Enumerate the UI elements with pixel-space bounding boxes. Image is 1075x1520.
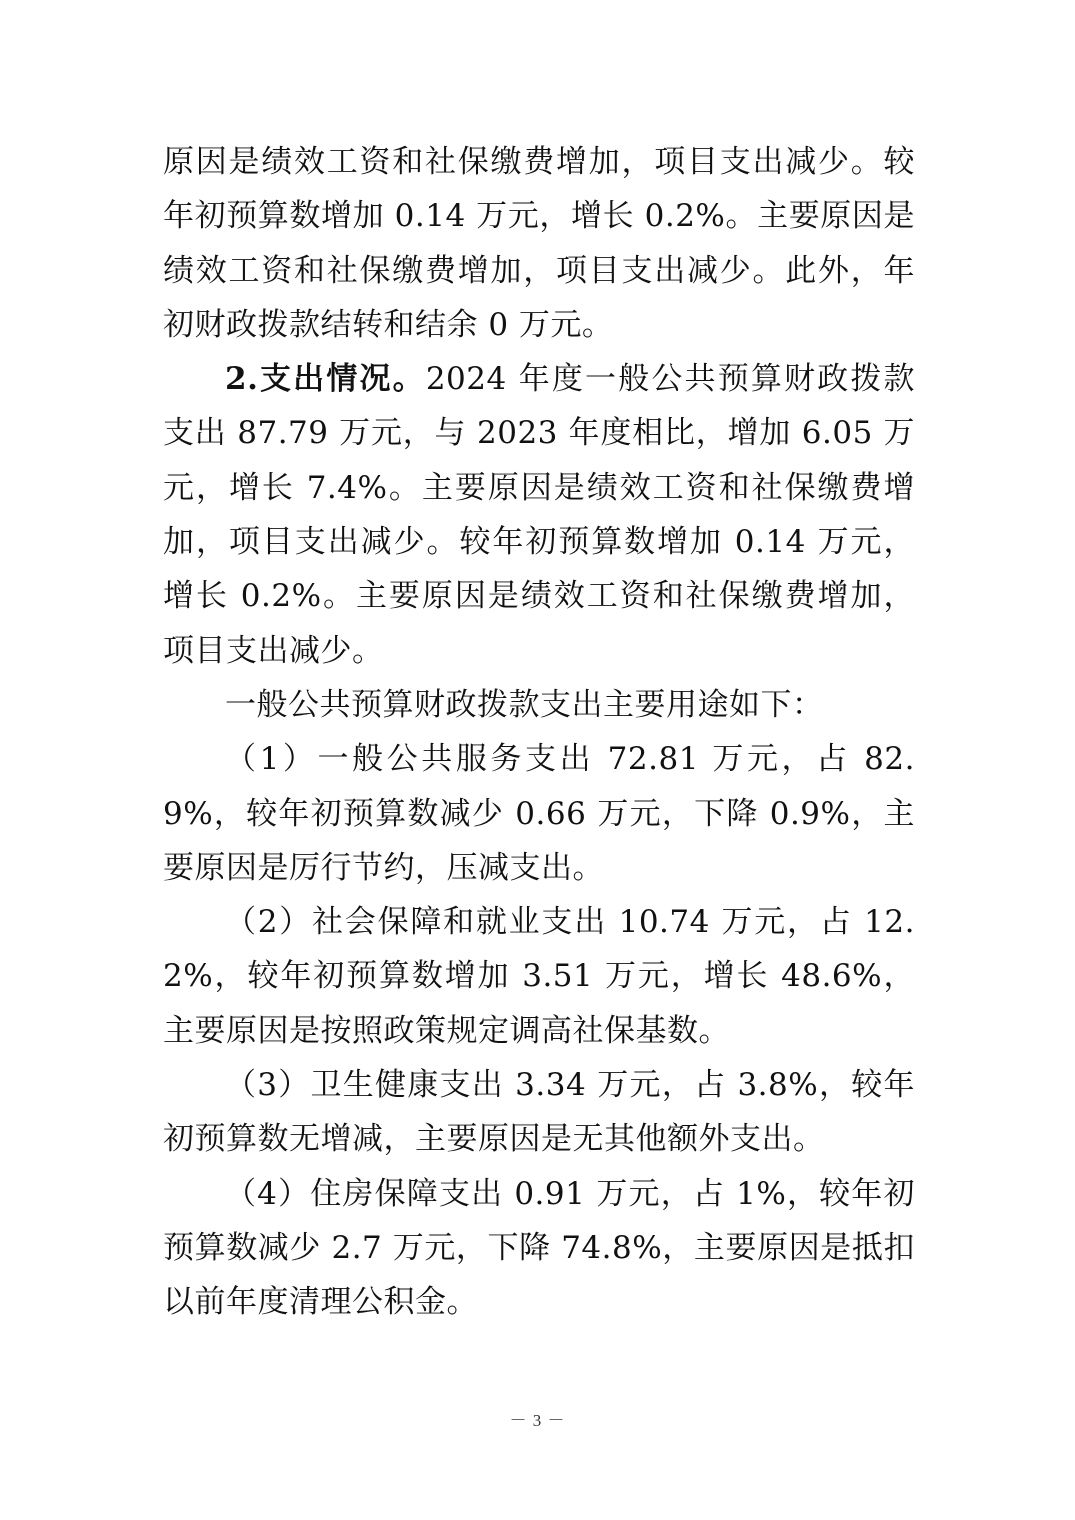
paragraph-usage-intro <box>163 678 915 732</box>
page-number: － 3 － <box>509 1411 566 1430</box>
paragraph-text: （4）住房保障支出 0.91 万元，占 1%，较年初预算数减少 2.7 万元，下降 74.8%，主要原因是抵扣以前年度清理公积金。 <box>163 1175 915 1321</box>
paragraph-expenditure-overview <box>163 352 915 678</box>
paragraph-text: （1）一般公共服务支出 72.81 万元，占 82.9%，较年初预算数减少 0.66 万元，下降 0.9%，主要原因是厉行节约，压减支出。 <box>163 741 915 886</box>
paragraph-text: 一般公共预算财政拨款支出主要用途如下： <box>225 686 824 723</box>
list-item-housing <box>163 1167 915 1330</box>
paragraph-text: 2024 年度一般公共预算财政拨款支出 87.79 万元，与 2023 年度相比，增加 6.05 万元，增长 7.4%。主要原因是绩效工资和社保缴费增加，项目支出减少。较年初预算数增加 0.14 万元，增长 0.2%。主要原因是绩效工资和社保缴费增加，项目支出减少。 <box>163 361 915 669</box>
list-item-social-security <box>163 895 915 1058</box>
document-body <box>163 135 915 1330</box>
paragraph-text: （2）社会保障和就业支出 10.74 万元，占 12.2%，较年初预算数增加 3.51 万元，增长 48.6%，主要原因是按照政策规定调高社保基数。 <box>163 904 915 1049</box>
section-heading: 2.支出情况。 <box>225 361 426 398</box>
paragraph-continued-reason <box>163 135 915 352</box>
list-item-general-public-services <box>163 732 915 895</box>
paragraph-text: 原因是绩效工资和社保缴费增加，项目支出减少。较年初预算数增加 0.14 万元，增长 0.2%。主要原因是绩效工资和社保缴费增加，项目支出减少。此外，年初财政拨款结转和结余 0 万元。 <box>163 144 915 343</box>
paragraph-text: （3）卫生健康支出 3.34 万元，占 3.8%，较年初预算数无增减，主要原因是无其他额外支出。 <box>163 1067 915 1158</box>
list-item-health <box>163 1058 915 1167</box>
